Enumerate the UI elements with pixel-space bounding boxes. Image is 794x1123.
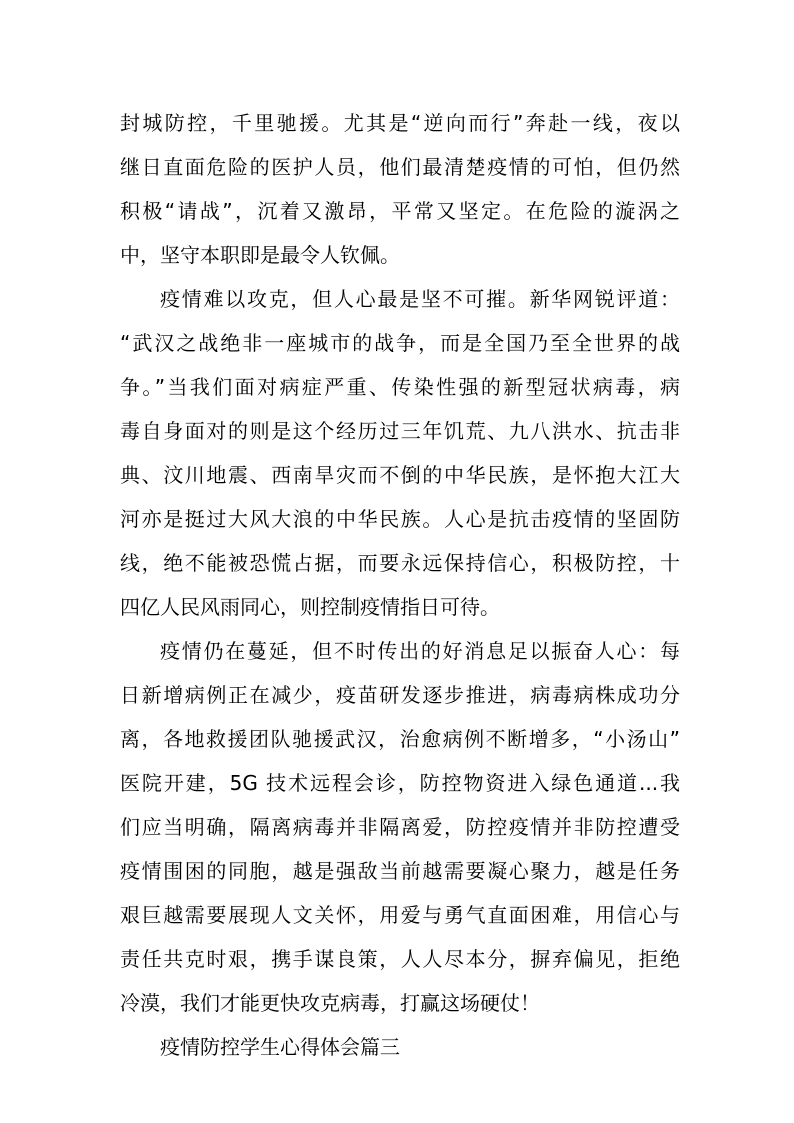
line-text: 疫情仍在蔓延，但不时传出的好消息足以振奋人心：每 (160, 639, 680, 663)
line-text: 继日直面危险的医护人员，他们最清楚疫情的可怕，但仍然 (120, 155, 680, 179)
line-text: 日新增病例正在减少，疫苗研发逐步推进，病毒病株成功分 (120, 683, 680, 707)
line-text: 医院开建，5G 技术远程会诊，防控物资进入绿色通道...我 (120, 771, 680, 795)
paragraph-first-line (160, 272, 680, 312)
line-text: 毒自身面对的则是这个经历过三年饥荒、九八洪水、抗击非 (120, 419, 680, 443)
paragraph-line (120, 800, 680, 840)
paragraph-line (120, 316, 680, 356)
paragraph-line (120, 888, 680, 928)
paragraph-line (120, 668, 680, 708)
paragraph-line (120, 932, 680, 972)
paragraph-line (120, 492, 680, 532)
heading-text: 疫情防控学生心得体会篇三 (160, 1035, 400, 1059)
line-text: 疫情围困的同胞，越是强敌当前越需要凝心聚力，越是任务 (120, 859, 680, 883)
paragraph-line (120, 404, 680, 444)
paragraph-line (120, 580, 680, 620)
paragraph-line (120, 756, 680, 796)
paragraph-line (120, 360, 680, 400)
line-text: 责任共克时艰，携手谋良策，人人尽本分，摒弃偏见，拒绝 (120, 947, 680, 971)
paragraph-line (120, 228, 680, 268)
paragraph-line (120, 844, 680, 884)
line-text: 典、汶川地震、西南旱灾而不倒的中华民族，是怀抱大江大 (120, 463, 680, 487)
line-text: “武汉之战绝非一座城市的战争，而是全国乃至全世界的战 (120, 331, 680, 355)
line-text: 四亿人民风雨同心，则控制疫情指日可待。 (120, 595, 500, 619)
line-text: 封城防控，千里驰援。尤其是“逆向而行”奔赴一线，夜以 (120, 111, 680, 135)
line-text: 争。”当我们面对病症严重、传染性强的新型冠状病毒，病 (120, 375, 680, 399)
paragraph-line (120, 448, 680, 488)
paragraph-first-line (160, 624, 680, 664)
line-text: 冷漠，我们才能更快攻克病毒，打赢这场硬仗！ (120, 991, 540, 1015)
section-heading (160, 1020, 680, 1060)
line-text: 河亦是挺过大风大浪的中华民族。人心是抗击疫情的坚固防 (120, 507, 680, 531)
paragraph-line (120, 536, 680, 576)
paragraph-line (120, 184, 680, 224)
paragraph-line (120, 712, 680, 752)
line-text: 中，坚守本职即是最令人钦佩。 (120, 243, 400, 267)
paragraph-line (120, 96, 680, 136)
line-text: 们应当明确，隔离病毒并非隔离爱，防控疫情并非防控遭受 (120, 815, 680, 839)
paragraph-line (120, 976, 680, 1016)
line-text: 积极“请战”，沉着又激昂，平常又坚定。在危险的漩涡之 (120, 199, 680, 223)
line-text: 艰巨越需要展现人文关怀，用爱与勇气直面困难，用信心与 (120, 903, 680, 927)
paragraph-line (120, 140, 680, 180)
line-text: 离，各地救援团队驰援武汉，治愈病例不断增多，“小汤山” (120, 727, 680, 751)
line-text: 疫情难以攻克，但人心最是坚不可摧。新华网锐评道： (160, 287, 680, 311)
line-text: 线，绝不能被恐慌占据，而要永远保持信心，积极防控，十 (120, 551, 680, 575)
